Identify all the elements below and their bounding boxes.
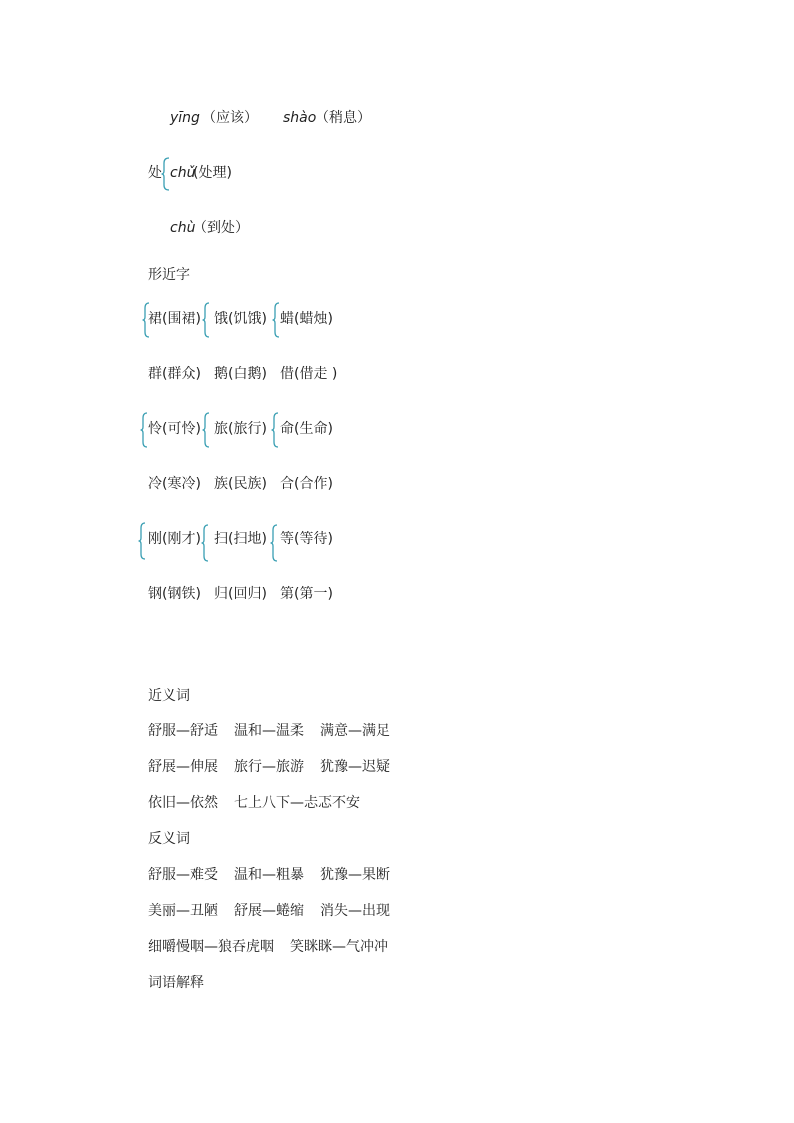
list-item: 刚(刚才) bbox=[148, 531, 201, 547]
list-item: 扫(扫地) bbox=[214, 531, 267, 547]
list-item: 命(生命) bbox=[280, 421, 333, 437]
list-item: 舒展—蜷缩 bbox=[234, 903, 304, 919]
list-item: 饿(饥饿) bbox=[214, 311, 267, 327]
explain-heading: 词语解释 bbox=[148, 975, 204, 991]
word-yinggai: （应该） bbox=[202, 110, 258, 126]
list-item: 满意—满足 bbox=[320, 723, 390, 739]
brace-icon bbox=[202, 412, 210, 448]
list-item: 美丽—丑陋 bbox=[148, 903, 218, 919]
list-item: 群(群众) bbox=[148, 366, 201, 382]
word-daochu: （到处） bbox=[193, 220, 249, 236]
brace-icon bbox=[270, 524, 278, 562]
list-item: 消失—出现 bbox=[320, 903, 390, 919]
list-item: 温和—温柔 bbox=[234, 723, 304, 739]
word-chuli: (处理) bbox=[193, 165, 232, 181]
list-item: 温和—粗暴 bbox=[234, 867, 304, 883]
brace-icon bbox=[272, 302, 280, 338]
list-item: 舒展—伸展 bbox=[148, 759, 218, 775]
list-item: 钢(钢铁) bbox=[148, 586, 201, 602]
list-item: 舒服—难受 bbox=[148, 867, 218, 883]
list-item: 等(等待) bbox=[280, 531, 333, 547]
word-shaoxi: （稍息） bbox=[315, 110, 371, 126]
list-item: 犹豫—迟疑 bbox=[320, 759, 390, 775]
list-item: 族(民族) bbox=[214, 476, 267, 492]
list-item: 旅行—旅游 bbox=[234, 759, 304, 775]
pinyin-chu3: chǔ bbox=[170, 165, 196, 181]
list-item: 细嚼慢咽—狼吞虎咽 bbox=[148, 939, 274, 955]
list-item: 舒服—舒适 bbox=[148, 723, 218, 739]
brace-icon bbox=[202, 302, 210, 338]
list-item: 归(回归) bbox=[214, 586, 267, 602]
list-item: 裙(围裙) bbox=[148, 311, 201, 327]
list-item: 笑眯眯—气冲冲 bbox=[290, 939, 388, 955]
brace-icon bbox=[271, 412, 279, 448]
antonyms-heading: 反义词 bbox=[148, 831, 190, 847]
list-item: 怜(可怜) bbox=[148, 421, 201, 437]
list-item: 蜡(蜡烛) bbox=[280, 311, 333, 327]
pinyin-shao: shào bbox=[283, 110, 317, 126]
polyphone-char: 处 bbox=[148, 165, 162, 181]
list-item: 借(借走 ) bbox=[280, 366, 338, 382]
brace-icon bbox=[201, 524, 209, 562]
synonyms-heading: 近义词 bbox=[148, 688, 190, 704]
list-item: 犹豫—果断 bbox=[320, 867, 390, 883]
list-item: 冷(寒冷) bbox=[148, 476, 201, 492]
pinyin-ying: yīng bbox=[170, 110, 200, 126]
list-item: 旅(旅行) bbox=[214, 421, 267, 437]
list-item: 合(合作) bbox=[280, 476, 333, 492]
brace-icon bbox=[140, 412, 148, 448]
similar-heading: 形近字 bbox=[148, 267, 190, 283]
list-item: 第(第一) bbox=[280, 586, 333, 602]
pinyin-chu4: chù bbox=[170, 220, 196, 236]
brace-icon bbox=[138, 522, 146, 560]
list-item: 依旧—依然 bbox=[148, 795, 218, 811]
list-item: 七上八下—忐忑不安 bbox=[234, 795, 360, 811]
list-item: 鹅(白鹅) bbox=[214, 366, 267, 382]
